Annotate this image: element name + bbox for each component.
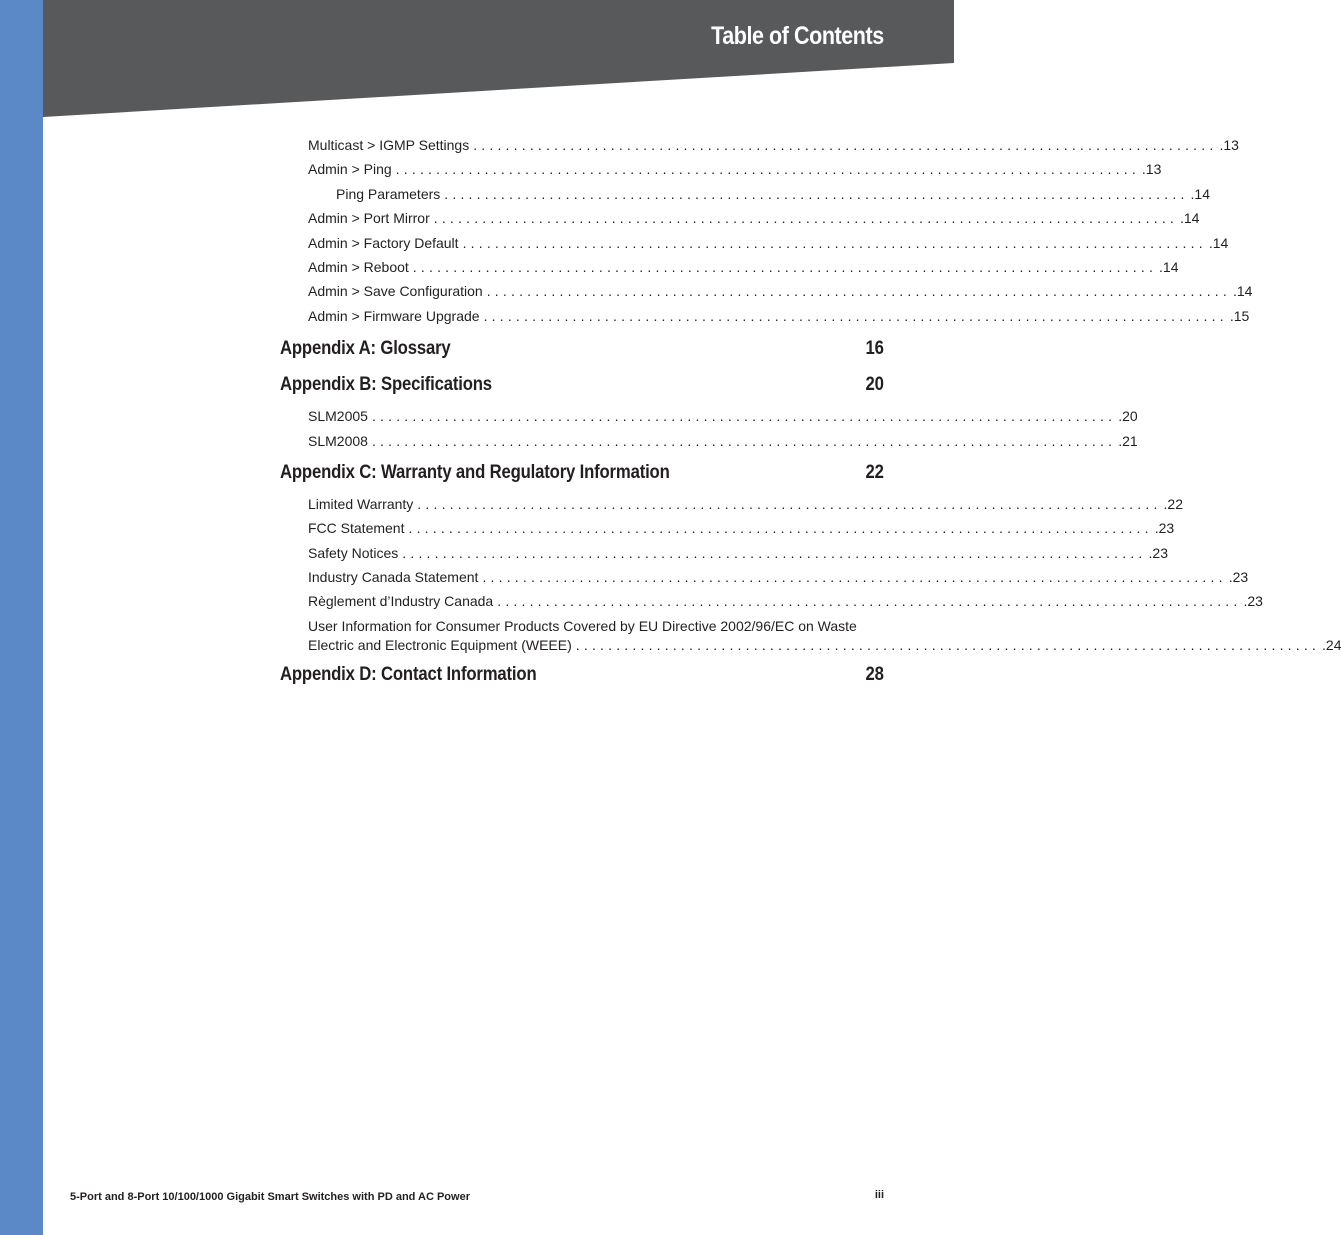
toc-entry[interactable] bbox=[308, 279, 1253, 303]
heading-title: Appendix A: Glossary bbox=[280, 338, 451, 360]
leader-dots: ............................................................................................ bbox=[482, 569, 1227, 586]
toc-entry[interactable] bbox=[308, 589, 1263, 613]
toc-entry-label: Admin > Ping bbox=[308, 161, 392, 178]
table-of-contents bbox=[280, 133, 1341, 694]
toc-entry-label: FCC Statement bbox=[308, 520, 405, 537]
toc-entry-label-line2: Electric and Electronic Equipment (WEEE) bbox=[308, 636, 572, 653]
leader-dots: ............................................................................................ bbox=[433, 210, 1178, 227]
toc-entry[interactable] bbox=[308, 541, 1168, 565]
toc-appendix-c-heading[interactable] bbox=[280, 461, 884, 485]
toc-entry-page: .23 bbox=[1154, 520, 1175, 537]
toc-entry-page: .13 bbox=[1219, 137, 1239, 153]
toc-entry-label: Multicast > IGMP Settings bbox=[308, 137, 470, 153]
leader-dots: ............................................................................................ bbox=[497, 593, 1242, 610]
toc-entry-line2 bbox=[308, 636, 1341, 655]
toc-entry-label: Admin > Factory Default bbox=[308, 234, 459, 251]
heading-page: 28 bbox=[865, 663, 884, 685]
toc-entry[interactable] bbox=[308, 231, 1229, 255]
toc-entry[interactable] bbox=[308, 404, 1138, 428]
leader-dots: ............................................................................................ bbox=[473, 137, 1218, 153]
leader-dots: ............................................................................................ bbox=[462, 234, 1207, 251]
page-title: Table of Contents bbox=[711, 22, 884, 50]
toc-entry[interactable] bbox=[308, 304, 1250, 328]
toc-entry-label: SLM2008 bbox=[308, 432, 368, 449]
side-color-band bbox=[0, 0, 43, 1235]
toc-entry-page: .23 bbox=[1148, 544, 1168, 561]
toc-entry-label: Admin > Port Mirror bbox=[308, 210, 430, 227]
leader-dots: ............................................................................................ bbox=[486, 283, 1231, 300]
toc-entry-page: .23 bbox=[1228, 569, 1249, 586]
toc-entry-weee[interactable] bbox=[308, 617, 1341, 655]
leader-dots: ............................................................................................ bbox=[575, 636, 1321, 653]
toc-entry-page: .14 bbox=[1159, 258, 1179, 275]
toc-entry-page: .14 bbox=[1208, 234, 1229, 251]
header-band bbox=[43, 0, 954, 118]
toc-entry[interactable] bbox=[308, 492, 1184, 516]
leader-dots: ............................................................................................ bbox=[371, 432, 1117, 449]
heading-title: Appendix D: Contact Information bbox=[280, 663, 537, 685]
leader-dots: ............................................................................................ bbox=[417, 495, 1162, 512]
toc-entry-page: .14 bbox=[1180, 210, 1200, 227]
leader-dots: ............................................................................................ bbox=[402, 544, 1147, 561]
heading-title: Appendix C: Warranty and Regulatory Information bbox=[280, 461, 670, 483]
toc-entry-page: .24 bbox=[1322, 636, 1341, 653]
toc-entry[interactable] bbox=[308, 516, 1175, 540]
toc-entry-label: Règlement d’Industry Canada bbox=[308, 593, 494, 610]
leader-dots: ............................................................................................ bbox=[408, 520, 1153, 537]
leader-dots: ............................................................................................ bbox=[483, 307, 1228, 324]
heading-page: 16 bbox=[865, 338, 884, 360]
toc-entry[interactable] bbox=[308, 206, 1200, 230]
leader-dots: ............................................................................................ bbox=[395, 161, 1140, 178]
toc-entry-page: .22 bbox=[1163, 495, 1184, 512]
toc-entry-label: Admin > Reboot bbox=[308, 258, 409, 275]
heading-page: 22 bbox=[865, 461, 884, 483]
toc-entry[interactable] bbox=[308, 255, 1179, 279]
toc-entry-page: .13 bbox=[1141, 161, 1162, 178]
heading-title: Appendix B: Specifications bbox=[280, 374, 492, 396]
toc-entry-page: .14 bbox=[1232, 283, 1253, 300]
toc-entry-label: Limited Warranty bbox=[308, 495, 414, 512]
toc-entry[interactable] bbox=[308, 133, 1239, 157]
toc-entry-label: Admin > Save Configuration bbox=[308, 283, 483, 300]
toc-appendix-d-heading[interactable] bbox=[280, 663, 884, 687]
footer-page-number: iii bbox=[874, 1189, 884, 1201]
heading-page: 20 bbox=[865, 374, 884, 396]
toc-entry-label: Industry Canada Statement bbox=[308, 569, 479, 586]
toc-entry-label-line1: User Information for Consumer Products Covered by EU Directive 2002/96/EC on Waste bbox=[308, 617, 857, 634]
toc-entry-label: Safety Notices bbox=[308, 544, 399, 561]
toc-entry-page: .20 bbox=[1118, 408, 1138, 425]
leader-dots: ............................................................................................ bbox=[444, 185, 1189, 202]
toc-entry-label: SLM2005 bbox=[308, 408, 368, 425]
footer-product-title: 5-Port and 8-Port 10/100/1000 Gigabit Smart Switches with PD and AC Power bbox=[70, 1191, 470, 1203]
toc-entry[interactable] bbox=[308, 157, 1162, 181]
leader-dots: ............................................................................................ bbox=[412, 258, 1158, 275]
toc-entry-page: .15 bbox=[1229, 307, 1250, 324]
toc-entry[interactable] bbox=[336, 182, 1210, 206]
toc-entry-page: .23 bbox=[1243, 593, 1263, 610]
toc-entry[interactable] bbox=[308, 429, 1138, 453]
toc-entry-page: .21 bbox=[1118, 432, 1138, 449]
toc-entry-label: Admin > Firmware Upgrade bbox=[308, 307, 480, 324]
toc-entry-page: .14 bbox=[1190, 185, 1210, 202]
toc-entry-label: Ping Parameters bbox=[336, 185, 441, 202]
toc-entry[interactable] bbox=[308, 565, 1249, 589]
toc-appendix-b-heading[interactable] bbox=[280, 373, 884, 397]
leader-dots: ............................................................................................ bbox=[371, 408, 1117, 425]
toc-appendix-a-heading[interactable] bbox=[280, 337, 884, 361]
